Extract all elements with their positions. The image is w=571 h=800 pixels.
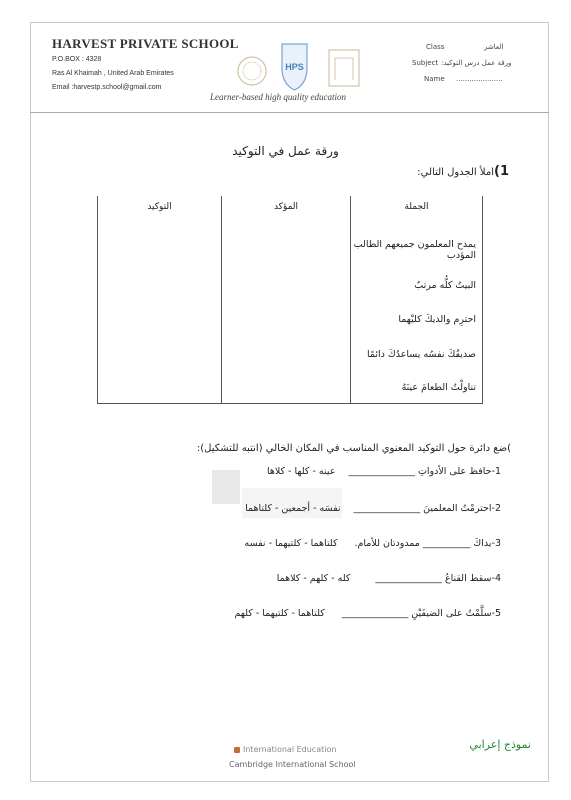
item-options[interactable]: نفسَه - أجمعين - كلتاهما <box>245 503 341 514</box>
item-options[interactable]: كلتاهما - كلتيهما - نفسه <box>244 538 338 549</box>
name-value: ..................... <box>456 75 503 83</box>
school-motto: Learner-based high quality education <box>210 92 347 102</box>
column-header-emphasized: المؤكد <box>222 196 351 233</box>
table-cell-sentence: احترِم والديكَ كليْهما <box>351 303 483 338</box>
table-cell-sentence: يمدح المعلمون جميعهم الطالب المؤدب <box>351 233 483 268</box>
table-row <box>98 337 483 372</box>
table-cell-answer[interactable] <box>222 233 351 268</box>
table-cell-answer[interactable] <box>222 303 351 338</box>
name-label: Name <box>424 75 445 83</box>
table-cell-answer[interactable] <box>98 337 222 372</box>
footer-brand-text: International Education <box>243 745 337 754</box>
question-1-number: 1) <box>494 164 509 179</box>
column-header-emphasis: التوكيد <box>98 196 222 233</box>
question-1-text: املأ الجدول التالي: <box>417 167 494 178</box>
question-2-item-4 <box>277 573 501 584</box>
email: Email :harvestp.school@gmail.com <box>52 84 162 91</box>
table-cell-answer[interactable] <box>98 372 222 403</box>
question-2-item-5 <box>234 608 501 619</box>
table-header-row <box>98 196 483 233</box>
address: Ras Al Khaimah , United Arab Emirates <box>52 70 174 77</box>
question-2-item-2 <box>245 503 501 514</box>
column-header-sentence: الجملة <box>351 196 483 233</box>
item-sentence[interactable]: 1-حافظ على الأدواتِ ______________ <box>348 466 501 477</box>
footer-school: Cambridge International School <box>229 760 356 769</box>
item-options[interactable]: عينه - كلها - كلاها <box>266 466 336 477</box>
table-cell-answer[interactable] <box>98 268 222 303</box>
question-2-item-1 <box>267 466 501 477</box>
table-cell-answer[interactable] <box>222 372 351 403</box>
school-logo <box>237 38 377 98</box>
item-sentence[interactable]: 2-احترمْتُ المعلمينَ ______________ <box>353 503 501 514</box>
item-sentence[interactable]: 3-يداكَ __________ ممدودتان للأمام. <box>354 538 501 549</box>
table-cell-sentence: تناولْتُ الطعامَ عينَهُ <box>351 372 483 403</box>
table-cell-answer[interactable] <box>222 268 351 303</box>
po-box: P.O.BOX : 4328 <box>52 56 102 63</box>
item-options[interactable]: كله - كلهم - كلاهما <box>276 573 351 584</box>
brand-mark-icon <box>234 747 240 753</box>
table-cell-answer[interactable] <box>98 303 222 338</box>
table-cell-sentence: البيتُ كلُّه مرتبٌ <box>351 268 483 303</box>
cambridge-crest-icon <box>329 50 359 86</box>
school-name: HARVEST PRIVATE SCHOOL <box>52 36 239 51</box>
class-value: العاشر <box>484 43 504 51</box>
question-1 <box>417 164 509 179</box>
footer-model-label: نموذج إعرابي <box>469 738 531 751</box>
table-cell-answer[interactable] <box>98 233 222 268</box>
item-options[interactable]: كلتاهما - كلتيهما - كلهم <box>234 608 325 619</box>
question-2-text: )ضع دائرة حول التوكيد المعنوي المناسب في المكان الخالي (انتبه للتشكيل): <box>196 443 511 454</box>
logo-text: HPS <box>285 62 304 72</box>
header-divider <box>30 112 549 113</box>
sentences-table <box>97 196 483 404</box>
table-cell-sentence: صديقُكَ نفسُه يساعدُكَ دائمًا <box>351 337 483 372</box>
subject-value: ورقة عمل درس التوكيد: <box>441 59 512 67</box>
table-row <box>98 303 483 338</box>
footer-brand <box>234 745 336 754</box>
class-label: Class <box>426 43 445 51</box>
table-row <box>98 372 483 403</box>
subject-label: Subject <box>412 59 439 67</box>
table-row <box>98 233 483 268</box>
item-sentence[interactable]: 4-سقط القناعُ ______________ <box>375 573 501 584</box>
seal-icon <box>238 57 266 85</box>
question-2-item-3 <box>245 538 501 549</box>
table-row <box>98 268 483 303</box>
worksheet-title: ورقة عمل في التوكيد <box>232 144 339 158</box>
item-sentence[interactable]: 5-سلَّمْتُ على الضيفَيْنِ ______________ <box>341 608 501 619</box>
table-cell-answer[interactable] <box>222 337 351 372</box>
